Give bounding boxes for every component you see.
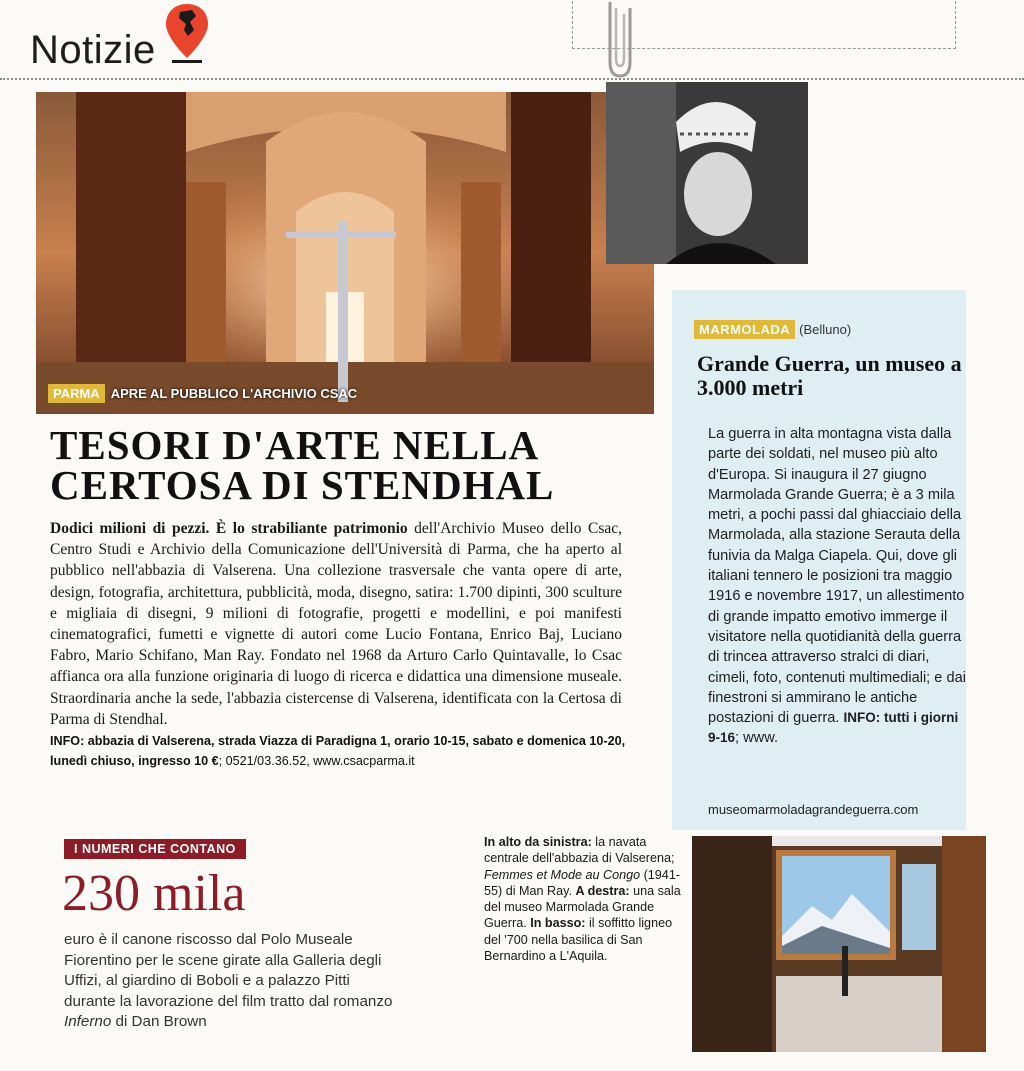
man-ray-portrait-photo — [606, 82, 808, 264]
location-tag: PARMA — [48, 384, 105, 403]
sidebar-title: Grande Guerra, un museo a 3.000 metri — [697, 351, 962, 400]
sidebar-location-sub: (Belluno) — [799, 322, 852, 337]
sidebar-url: museomarmoladagrandeguerra.com — [708, 802, 919, 817]
numbers-tag: I NUMERI CHE CONTANO — [64, 839, 246, 859]
headline-line-2: CERTOSA DI STENDHAL — [50, 462, 555, 508]
caption-heading-1: In alto da sinistra: — [484, 835, 592, 849]
sidebar-location-tag: MARMOLADA — [694, 320, 795, 339]
sidebar-body-text: La guerra in alta montagna vista dalla parte dei soldati, nel museo più alto d'Europa. Si inaugura il 27 giugno Marmolada Grande Guerra; è a 3 mila metri, a pochi passi dal ghiacciaio della Marmolada, alla stazione Serauta della funivia da Malga Ciapela. Qui, dove gli italiani tennero le posizioni tra maggio 1916 e novembre 1917, un allestimento di grande impatto emotivo immerge il visitatore nella quotidianità della guerra di trincea attraverso stralci di diari, cimeli, foto, contenuti multimediali; e dai finestroni si ammirano le antiche postazioni di guerra. — [708, 426, 966, 727]
caption-heading-3: In basso: — [530, 916, 586, 931]
numbers-desc-post: di Dan Brown — [111, 1013, 207, 1031]
numbers-figure: 230 mila — [62, 865, 246, 922]
sidebar-info-rest: ; www. — [735, 730, 779, 747]
article-lead: Dodici milioni di pezzi. È lo strabiliante patrimonio — [50, 520, 408, 537]
italy-pin-icon — [162, 0, 212, 70]
sidebar-location — [694, 320, 851, 339]
caption-text-1: la navata centrale dell'abbazia di Valserena; — [484, 835, 675, 866]
article-info — [50, 731, 650, 771]
sidebar-info-label: INFO: tutti i giorni 9-16 — [708, 710, 959, 746]
abbey-nave-photo — [36, 92, 654, 414]
section-title: Notizie — [30, 28, 156, 72]
numbers-desc-italic: Inferno — [64, 1013, 112, 1031]
photo-credits-caption — [484, 834, 684, 964]
article-headline — [50, 422, 650, 508]
museum-room-photo — [692, 836, 986, 1052]
paperclip-icon — [598, 0, 638, 80]
photo-caption-bar — [48, 383, 357, 403]
article-info-label: INFO: abbazia di Valserena, strada Viazza di Paradigna 1, orario 10-15, sabato e domenica 10-20, lunedì chiuso, ingresso 10 € — [50, 734, 626, 768]
headline-line-1: TESORI D'ARTE NELLA — [50, 422, 540, 468]
caption-text-2: (1941-55) di Man Ray. — [484, 867, 681, 898]
caption-text-3: una sala del museo Marmolada Grande Guerra. — [484, 883, 681, 931]
numbers-desc-pre: euro è il canone riscosso dal Polo Museale Fiorentino per le scene girate alla Galleria degli Uffizi, al giardino di Boboli e a palazzo Pitti durante la lavorazione del film tratto dal romanzo — [64, 931, 393, 1010]
caption-text-4: il soffitto ligneo del '700 nella basilica di San Bernardino a L'Aquila. — [484, 916, 673, 964]
sidebar-body — [708, 424, 966, 749]
header-divider — [0, 78, 1024, 80]
article-body-text: dell'Archivio Museo dello Csac, Centro Studi e Archivio della Comunicazione dell'Università di Parma, che ha aperto al pubblico nell'abbazia di Valserena. Una collezione trasversale che vanta opere di arte, design, fotografia, architettura, pubblicità, moda, disegno, satira: 1.700 dipinti, 300 sculture e migliaia di disegni, 9 milioni di fotografie, progetti e modellini, e poi manifesti cinematografici, fumetti e vignette di autori come Lucio Fontana, Enrico Baj, Luciano Fabro, Mario Schifano, Man Ray. Fondato nel 1968 da Arturo Carlo Quintavalle, lo Csac affianca ora alla funzione originaria di luogo di ricerca e didattica una dimensione museale. Straordinaria anche la sede, l'abbazia cistercense di Valserena, identificata con la Certosa di Parma di Stendhal. — [50, 520, 622, 728]
caption-heading-2: A destra: — [575, 883, 630, 898]
article-body — [50, 518, 622, 730]
article-info-rest: ; 0521/03.36.52, www.csacparma.it — [218, 754, 415, 768]
photo-caption-text: APRE AL PUBBLICO L'ARCHIVIO CSAC — [110, 385, 358, 401]
caption-italic-1: Femmes et Mode au Congo — [484, 867, 641, 882]
numbers-description — [64, 930, 404, 1033]
